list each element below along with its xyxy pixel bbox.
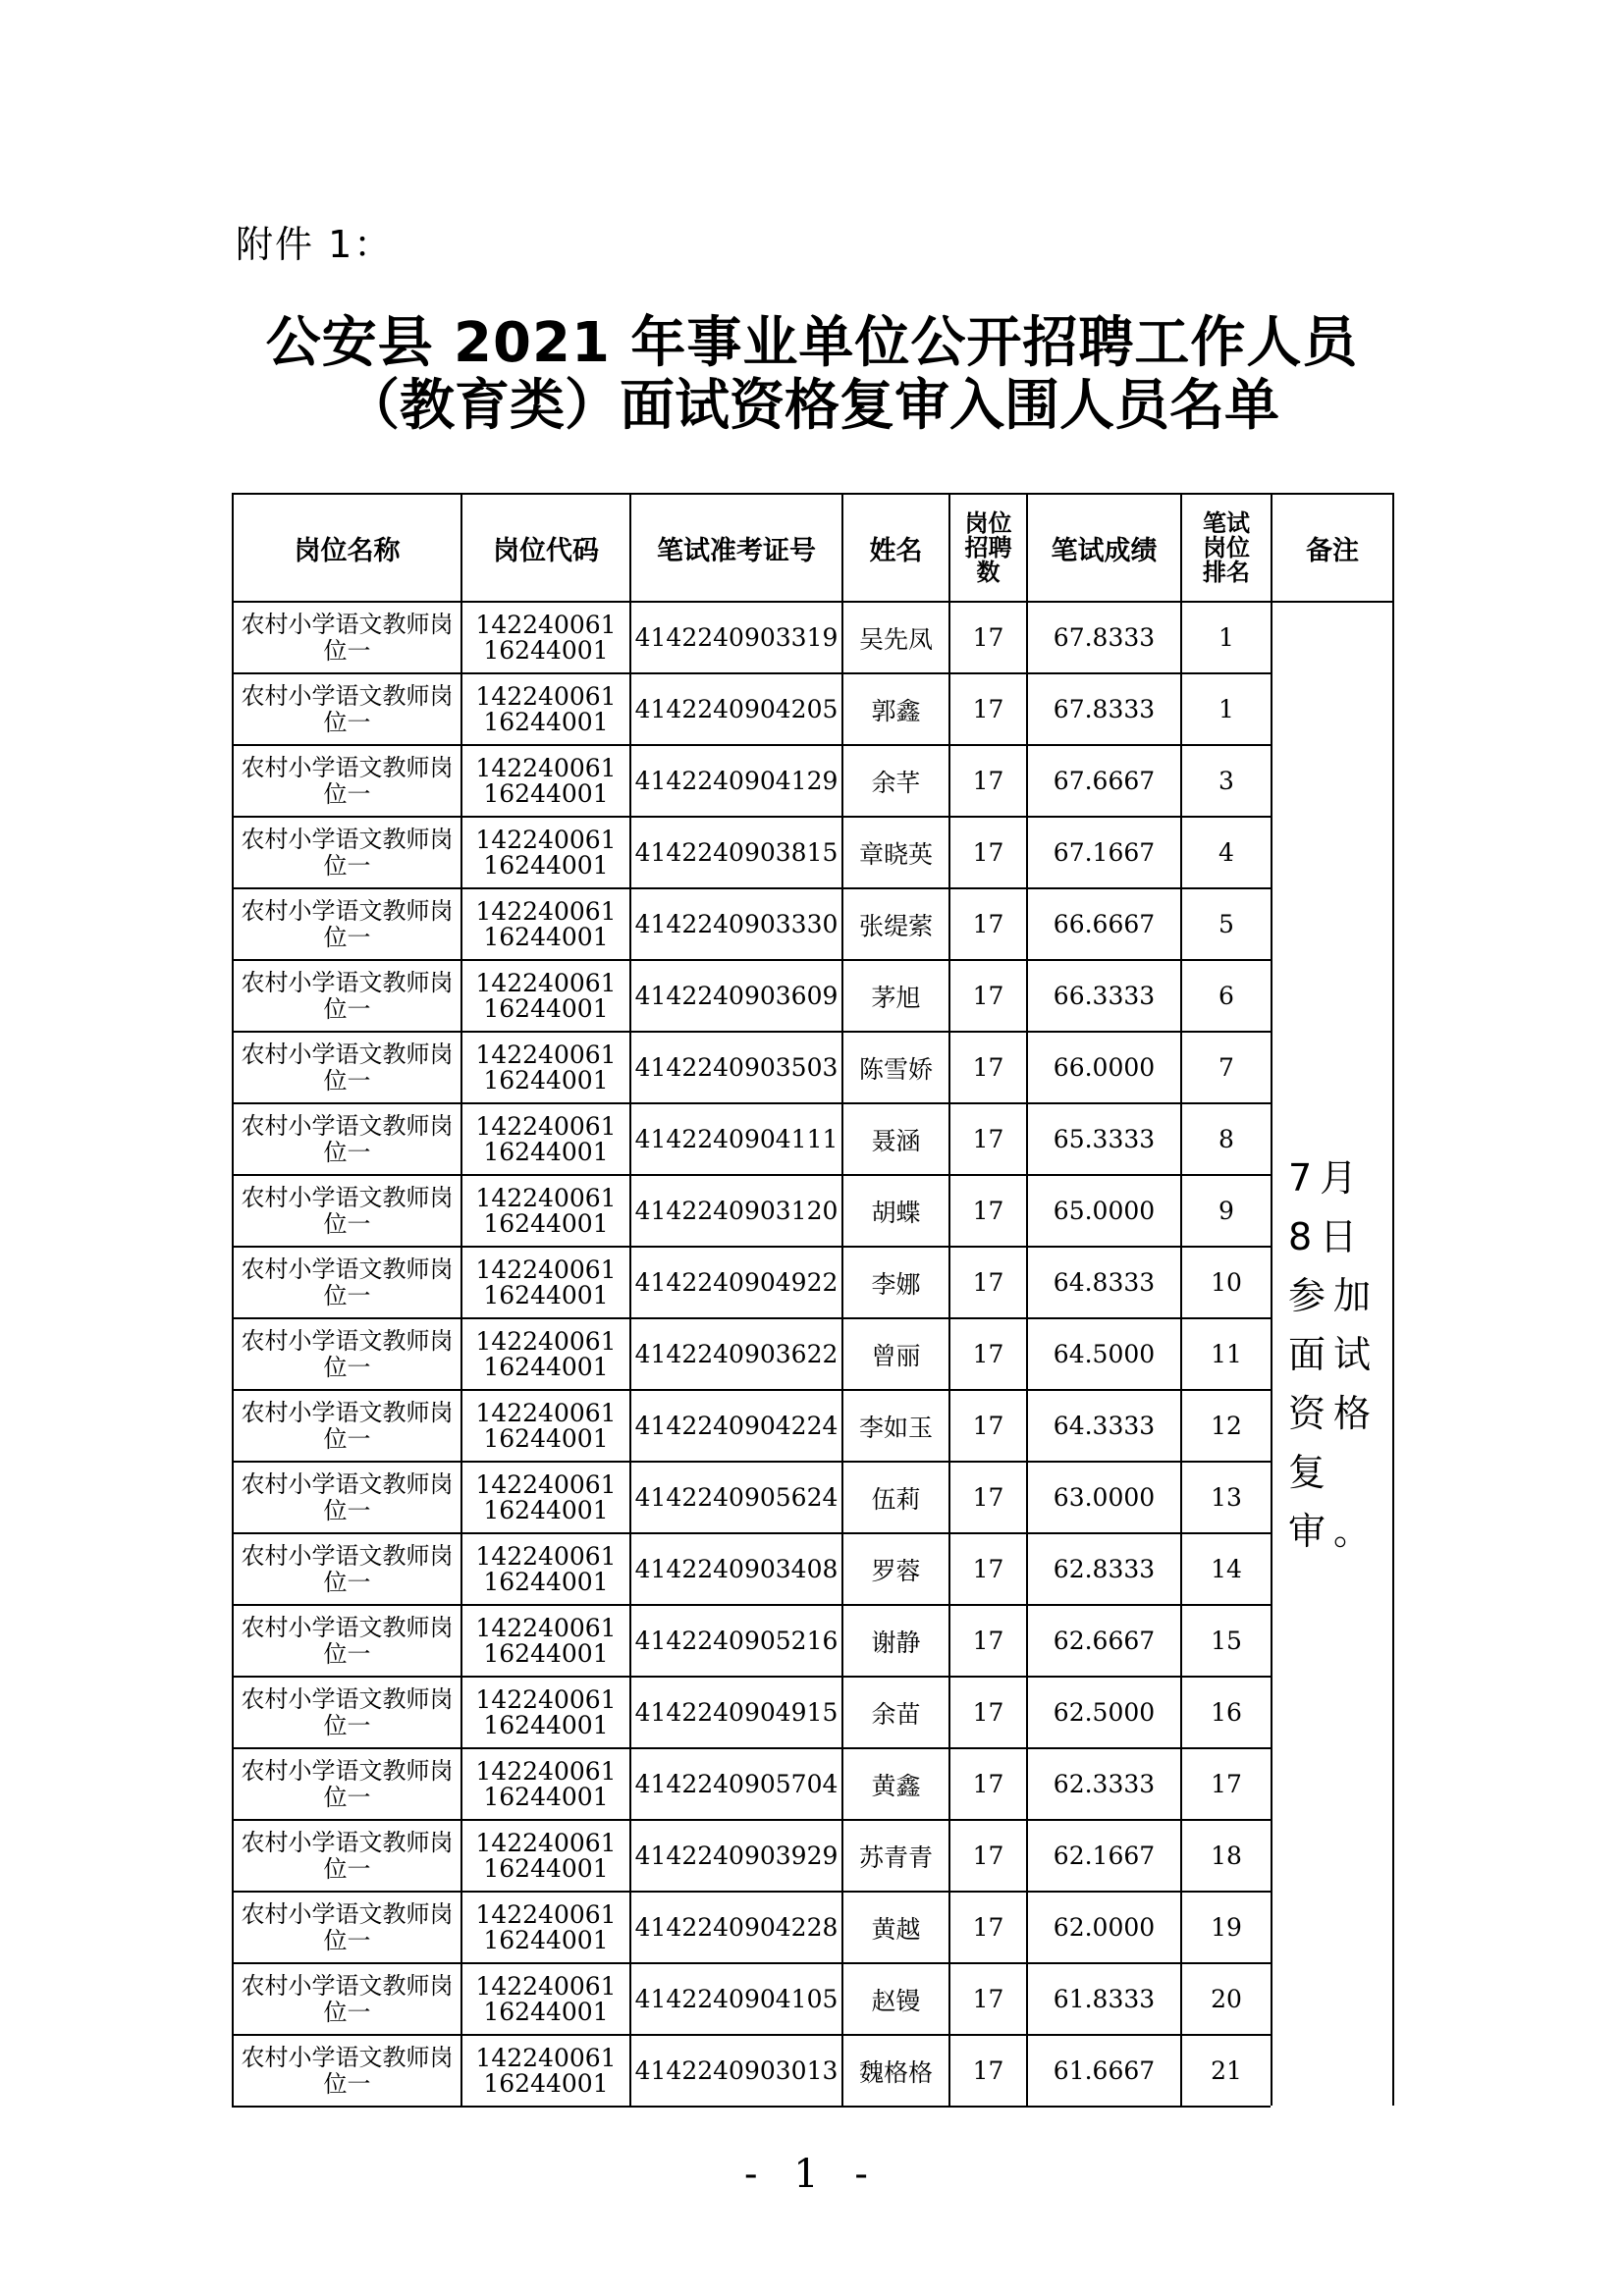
post-code-cell: 14224006116244001	[461, 1032, 630, 1103]
name-cell: 曾丽	[842, 1318, 949, 1390]
exam-no-cell: 4142240905216	[630, 1605, 842, 1677]
table-row	[233, 960, 1393, 1032]
score-cell: 67.8333	[1027, 673, 1181, 745]
post-name-cell: 农村小学语文教师岗位一	[233, 888, 461, 960]
quota-cell: 17	[949, 888, 1027, 960]
score-cell: 62.6667	[1027, 1605, 1181, 1677]
rank-cell: 9	[1181, 1175, 1272, 1247]
score-cell: 62.3333	[1027, 1748, 1181, 1820]
name-cell: 张缇萦	[842, 888, 949, 960]
name-cell: 苏青青	[842, 1820, 949, 1892]
rank-cell: 10	[1181, 1247, 1272, 1318]
table-row	[233, 1175, 1393, 1247]
rank-cell: 19	[1181, 1892, 1272, 1963]
rank-cell: 21	[1181, 2035, 1272, 2107]
rank-cell: 7	[1181, 1032, 1272, 1103]
post-code-cell: 14224006116244001	[461, 1103, 630, 1175]
name-cell: 谢静	[842, 1605, 949, 1677]
candidate-table	[232, 493, 1394, 2108]
rank-cell: 13	[1181, 1462, 1272, 1533]
header-score: 笔试成绩	[1027, 494, 1181, 602]
name-cell: 茅旭	[842, 960, 949, 1032]
exam-no-cell: 4142240903609	[630, 960, 842, 1032]
header-quota: 岗位招聘数	[949, 494, 1027, 602]
post-code-cell: 14224006116244001	[461, 2035, 630, 2107]
rank-cell: 5	[1181, 888, 1272, 960]
post-code-cell: 14224006116244001	[461, 1605, 630, 1677]
score-cell: 67.6667	[1027, 745, 1181, 817]
post-name-cell: 农村小学语文教师岗位一	[233, 2035, 461, 2107]
table-row	[233, 1032, 1393, 1103]
score-cell: 66.6667	[1027, 888, 1181, 960]
post-code-cell: 14224006116244001	[461, 1390, 630, 1462]
post-code-cell: 14224006116244001	[461, 1175, 630, 1247]
post-name-cell: 农村小学语文教师岗位一	[233, 602, 461, 673]
post-code-cell: 14224006116244001	[461, 1963, 630, 2035]
quota-cell: 17	[949, 1247, 1027, 1318]
rank-cell: 16	[1181, 1677, 1272, 1748]
exam-no-cell: 4142240904915	[630, 1677, 842, 1748]
table-row	[233, 673, 1393, 745]
quota-cell: 17	[949, 1175, 1027, 1247]
exam-no-cell: 4142240904111	[630, 1103, 842, 1175]
score-cell: 63.0000	[1027, 1462, 1181, 1533]
name-cell: 黄越	[842, 1892, 949, 1963]
exam-no-cell: 4142240903120	[630, 1175, 842, 1247]
table-row	[233, 1748, 1393, 1820]
post-name-cell: 农村小学语文教师岗位一	[233, 745, 461, 817]
table-row	[233, 1963, 1393, 2035]
score-cell: 66.3333	[1027, 960, 1181, 1032]
table-row	[233, 1247, 1393, 1318]
rank-cell: 1	[1181, 673, 1272, 745]
post-name-cell: 农村小学语文教师岗位一	[233, 1820, 461, 1892]
exam-no-cell: 4142240904129	[630, 745, 842, 817]
quota-cell: 17	[949, 1032, 1027, 1103]
post-code-cell: 14224006116244001	[461, 1533, 630, 1605]
table-row	[233, 1533, 1393, 1605]
table-row	[233, 817, 1393, 888]
quota-cell: 17	[949, 1318, 1027, 1390]
exam-no-cell: 4142240904105	[630, 1963, 842, 2035]
table-row	[233, 1462, 1393, 1533]
post-code-cell: 14224006116244001	[461, 602, 630, 673]
name-cell: 魏格格	[842, 2035, 949, 2107]
quota-cell: 17	[949, 817, 1027, 888]
post-code-cell: 14224006116244001	[461, 1318, 630, 1390]
score-cell: 66.0000	[1027, 1032, 1181, 1103]
name-cell: 赵镘	[842, 1963, 949, 2035]
rank-cell: 8	[1181, 1103, 1272, 1175]
exam-no-cell: 4142240903330	[630, 888, 842, 960]
exam-no-cell: 4142240903503	[630, 1032, 842, 1103]
quota-cell: 17	[949, 1892, 1027, 1963]
page-number: - 1 -	[744, 2152, 880, 2197]
exam-no-cell: 4142240903929	[630, 1820, 842, 1892]
name-cell: 黄鑫	[842, 1748, 949, 1820]
name-cell: 余苗	[842, 1677, 949, 1748]
table-body	[233, 602, 1393, 2107]
quota-cell: 17	[949, 1820, 1027, 1892]
name-cell: 李娜	[842, 1247, 949, 1318]
post-code-cell: 14224006116244001	[461, 1892, 630, 1963]
exam-no-cell: 4142240903622	[630, 1318, 842, 1390]
remark-cell: 7月8日参加面试资格复审。	[1272, 602, 1393, 2107]
header-rank: 笔试岗位排名	[1181, 494, 1272, 602]
score-cell: 61.6667	[1027, 2035, 1181, 2107]
table-row	[233, 2035, 1393, 2107]
score-cell: 64.5000	[1027, 1318, 1181, 1390]
rank-cell: 14	[1181, 1533, 1272, 1605]
score-cell: 62.0000	[1027, 1892, 1181, 1963]
post-code-cell: 14224006116244001	[461, 1462, 630, 1533]
score-cell: 64.8333	[1027, 1247, 1181, 1318]
rank-cell: 15	[1181, 1605, 1272, 1677]
quota-cell: 17	[949, 2035, 1027, 2107]
exam-no-cell: 4142240903013	[630, 2035, 842, 2107]
post-code-cell: 14224006116244001	[461, 745, 630, 817]
table-row	[233, 1318, 1393, 1390]
score-cell: 62.1667	[1027, 1820, 1181, 1892]
exam-no-cell: 4142240904922	[630, 1247, 842, 1318]
table-row	[233, 745, 1393, 817]
post-name-cell: 农村小学语文教师岗位一	[233, 1677, 461, 1748]
table-row	[233, 1820, 1393, 1892]
quota-cell: 17	[949, 960, 1027, 1032]
exam-no-cell: 4142240903408	[630, 1533, 842, 1605]
table-row	[233, 1390, 1393, 1462]
post-code-cell: 14224006116244001	[461, 1247, 630, 1318]
header-name: 姓名	[842, 494, 949, 602]
name-cell: 余芊	[842, 745, 949, 817]
header-remark: 备注	[1272, 494, 1393, 602]
post-code-cell: 14224006116244001	[461, 1748, 630, 1820]
exam-no-cell: 4142240904224	[630, 1390, 842, 1462]
exam-no-cell: 4142240904228	[630, 1892, 842, 1963]
post-name-cell: 农村小学语文教师岗位一	[233, 1605, 461, 1677]
table-row	[233, 888, 1393, 960]
attachment-label: 附件 1：	[236, 223, 394, 266]
score-cell: 62.5000	[1027, 1677, 1181, 1748]
score-cell: 65.3333	[1027, 1103, 1181, 1175]
rank-cell: 6	[1181, 960, 1272, 1032]
name-cell: 章晓英	[842, 817, 949, 888]
header-post-name: 岗位名称	[233, 494, 461, 602]
table-row	[233, 1677, 1393, 1748]
quota-cell: 17	[949, 602, 1027, 673]
post-code-cell: 14224006116244001	[461, 673, 630, 745]
name-cell: 郭鑫	[842, 673, 949, 745]
post-name-cell: 农村小学语文教师岗位一	[233, 1390, 461, 1462]
name-cell: 李如玉	[842, 1390, 949, 1462]
post-name-cell: 农村小学语文教师岗位一	[233, 817, 461, 888]
post-code-cell: 14224006116244001	[461, 817, 630, 888]
name-cell: 吴先凤	[842, 602, 949, 673]
table-row	[233, 1103, 1393, 1175]
score-cell: 62.8333	[1027, 1533, 1181, 1605]
name-cell: 聂涵	[842, 1103, 949, 1175]
rank-cell: 17	[1181, 1748, 1272, 1820]
quota-cell: 17	[949, 1605, 1027, 1677]
quota-cell: 17	[949, 1533, 1027, 1605]
exam-no-cell: 4142240903319	[630, 602, 842, 673]
quota-cell: 17	[949, 673, 1027, 745]
score-cell: 67.1667	[1027, 817, 1181, 888]
score-cell: 64.3333	[1027, 1390, 1181, 1462]
rank-cell: 12	[1181, 1390, 1272, 1462]
document-title-line2: （教育类）面试资格复审入围人员名单	[345, 374, 1279, 438]
post-name-cell: 农村小学语文教师岗位一	[233, 1892, 461, 1963]
post-name-cell: 农村小学语文教师岗位一	[233, 1032, 461, 1103]
table-row	[233, 1605, 1393, 1677]
document-title-line1: 公安县 2021 年事业单位公开招聘工作人员	[265, 311, 1359, 375]
name-cell: 罗蓉	[842, 1533, 949, 1605]
quota-cell: 17	[949, 745, 1027, 817]
name-cell: 胡蝶	[842, 1175, 949, 1247]
post-code-cell: 14224006116244001	[461, 1820, 630, 1892]
rank-cell: 18	[1181, 1820, 1272, 1892]
score-cell: 61.8333	[1027, 1963, 1181, 2035]
post-name-cell: 农村小学语文教师岗位一	[233, 960, 461, 1032]
post-name-cell: 农村小学语文教师岗位一	[233, 1963, 461, 2035]
post-name-cell: 农村小学语文教师岗位一	[233, 1533, 461, 1605]
table-row	[233, 602, 1393, 673]
header-exam-no: 笔试准考证号	[630, 494, 842, 602]
post-name-cell: 农村小学语文教师岗位一	[233, 1103, 461, 1175]
name-cell: 陈雪娇	[842, 1032, 949, 1103]
name-cell: 伍莉	[842, 1462, 949, 1533]
quota-cell: 17	[949, 1748, 1027, 1820]
header-post-code: 岗位代码	[461, 494, 630, 602]
post-name-cell: 农村小学语文教师岗位一	[233, 1462, 461, 1533]
rank-cell: 11	[1181, 1318, 1272, 1390]
exam-no-cell: 4142240903815	[630, 817, 842, 888]
quota-cell: 17	[949, 1462, 1027, 1533]
quota-cell: 17	[949, 1103, 1027, 1175]
exam-no-cell: 4142240904205	[630, 673, 842, 745]
score-cell: 67.8333	[1027, 602, 1181, 673]
table-row	[233, 1892, 1393, 1963]
post-code-cell: 14224006116244001	[461, 960, 630, 1032]
exam-no-cell: 4142240905624	[630, 1462, 842, 1533]
post-name-cell: 农村小学语文教师岗位一	[233, 1247, 461, 1318]
post-name-cell: 农村小学语文教师岗位一	[233, 1175, 461, 1247]
table-header-row	[233, 494, 1393, 602]
post-code-cell: 14224006116244001	[461, 888, 630, 960]
post-name-cell: 农村小学语文教师岗位一	[233, 673, 461, 745]
quota-cell: 17	[949, 1390, 1027, 1462]
rank-cell: 4	[1181, 817, 1272, 888]
post-name-cell: 农村小学语文教师岗位一	[233, 1318, 461, 1390]
quota-cell: 17	[949, 1677, 1027, 1748]
post-name-cell: 农村小学语文教师岗位一	[233, 1748, 461, 1820]
exam-no-cell: 4142240905704	[630, 1748, 842, 1820]
rank-cell: 3	[1181, 745, 1272, 817]
score-cell: 65.0000	[1027, 1175, 1181, 1247]
quota-cell: 17	[949, 1963, 1027, 2035]
post-code-cell: 14224006116244001	[461, 1677, 630, 1748]
rank-cell: 20	[1181, 1963, 1272, 2035]
rank-cell: 1	[1181, 602, 1272, 673]
